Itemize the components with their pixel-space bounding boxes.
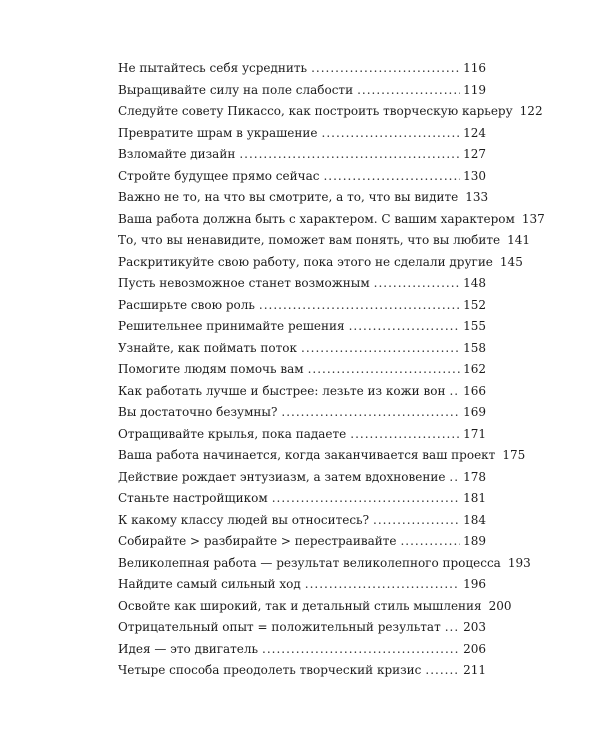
toc-entry xyxy=(118,295,486,317)
toc-entry xyxy=(118,445,526,467)
table-of-contents xyxy=(118,58,545,682)
toc-entry-title: Как работать лучше и быстрее: лезьте из кожи вон xyxy=(118,383,446,398)
toc-entry-page: 189 xyxy=(463,534,486,548)
toc-entry xyxy=(118,316,486,338)
toc-entry-title: Идея — это двигатель xyxy=(118,641,259,656)
toc-dot-leader xyxy=(305,574,460,596)
toc-entry-title: Раскритикуйте свою работу, пока этого не сделали другие xyxy=(118,254,493,269)
toc-entry-title: Вы достаточно безумны? xyxy=(118,405,278,419)
toc-entry xyxy=(118,402,486,424)
toc-entry xyxy=(118,338,486,360)
toc-dot-leader xyxy=(262,639,460,661)
toc-entry xyxy=(118,660,486,682)
toc-entry xyxy=(118,252,523,274)
toc-entry-title: Помогите людям помочь вам xyxy=(118,362,304,376)
toc-entry xyxy=(118,273,486,295)
toc-entry-page: 211 xyxy=(463,663,486,677)
toc-entry-page: 137 xyxy=(521,211,545,226)
toc-dot-leader xyxy=(400,531,460,553)
toc-entry-title: Четыре способа преодолеть творческий кризис xyxy=(118,663,422,677)
toc-entry xyxy=(118,209,545,231)
toc-entry-page: 152 xyxy=(463,297,486,312)
toc-entry xyxy=(118,488,486,510)
toc-entry-title: К какому классу людей вы относитесь? xyxy=(118,512,370,527)
toc-dot-leader xyxy=(301,338,460,360)
toc-entry-page: 122 xyxy=(519,104,543,118)
toc-entry-title: Стройте будущее прямо сейчас xyxy=(118,168,320,183)
toc-dot-leader xyxy=(323,166,460,188)
toc-entry-title: Важно не то, на что вы смотрите, а то, что вы видите xyxy=(118,190,459,204)
toc-entry-page: 200 xyxy=(488,598,512,613)
toc-entry-title: Отрицательный опыт = положительный результат xyxy=(118,620,441,634)
toc-entry xyxy=(118,359,486,381)
toc-entry-title: Действие рождает энтузиазм, а затем вдохновение xyxy=(118,469,446,484)
toc-entry-page: 171 xyxy=(463,426,486,441)
toc-entry xyxy=(118,553,531,575)
toc-entry-title: То, что вы ненавидите, поможет вам понять, что вы любите xyxy=(118,233,501,247)
toc-entry-page: 141 xyxy=(507,233,531,247)
toc-entry-title: Пусть невозможное станет возможным xyxy=(118,276,370,290)
toc-entry-page: 193 xyxy=(507,555,531,570)
toc-entry xyxy=(118,531,486,553)
toc-dot-leader xyxy=(272,488,460,510)
toc-entry xyxy=(118,80,486,102)
toc-dot-leader xyxy=(311,58,460,80)
toc-entry-page: 130 xyxy=(463,168,486,183)
toc-entry-title: Взломайте дизайн xyxy=(118,147,236,161)
toc-entry-title: Отращивайте крылья, пока падаете xyxy=(118,426,347,441)
toc-entry xyxy=(118,144,486,166)
toc-entry-page: 148 xyxy=(463,276,486,290)
toc-entry xyxy=(118,381,486,403)
toc-entry xyxy=(118,187,489,209)
toc-entry-title: Найдите самый сильный ход xyxy=(118,577,301,591)
toc-entry-page: 203 xyxy=(463,620,486,634)
toc-entry-page: 162 xyxy=(463,362,486,376)
toc-entry-page: 166 xyxy=(463,383,486,398)
toc-entry xyxy=(118,639,486,661)
toc-dot-leader xyxy=(239,144,460,166)
toc-entry-title: Собирайте > разбирайте > перестраивайте xyxy=(118,534,397,548)
toc-entry-page: 196 xyxy=(463,577,486,591)
toc-entry-title: Ваша работа начинается, когда заканчивается ваш проект xyxy=(118,448,496,462)
toc-entry-page: 206 xyxy=(463,641,486,656)
toc-entry-title: Узнайте, как поймать поток xyxy=(118,340,297,355)
toc-entry xyxy=(118,230,531,252)
toc-dot-leader xyxy=(374,273,460,295)
toc-dot-leader xyxy=(281,402,460,424)
toc-entry xyxy=(118,574,486,596)
toc-dot-leader xyxy=(322,123,461,145)
toc-entry-title: Следуйте совету Пикассо, как построить творческую карьеру xyxy=(118,104,513,118)
toc-entry-title: Не пытайтесь себя усреднить xyxy=(118,61,308,75)
toc-entry-page: 116 xyxy=(463,61,486,75)
toc-entry-page: 181 xyxy=(463,491,486,505)
toc-entry xyxy=(118,617,486,639)
toc-dot-leader xyxy=(449,381,460,403)
toc-entry xyxy=(118,596,512,618)
toc-dot-leader xyxy=(373,510,460,532)
toc-entry-page: 145 xyxy=(499,254,523,269)
toc-dot-leader xyxy=(357,80,460,102)
toc-entry-title: Освойте как широкий, так и детальный стиль мышления xyxy=(118,598,482,613)
toc-entry-title: Решительнее принимайте решения xyxy=(118,319,345,333)
toc-entry-page: 178 xyxy=(463,469,486,484)
toc-dot-leader xyxy=(259,295,460,317)
toc-entry xyxy=(118,424,486,446)
toc-dot-leader xyxy=(425,660,460,682)
toc-entry xyxy=(118,166,486,188)
toc-entry-title: Станьте настройщиком xyxy=(118,491,268,505)
toc-entry-page: 155 xyxy=(463,319,486,333)
toc-entry-page: 184 xyxy=(463,512,486,527)
toc-entry-title: Ваша работа должна быть с характером. С вашим характером xyxy=(118,211,515,226)
toc-dot-leader xyxy=(308,359,461,381)
toc-entry-title: Расширьте свою роль xyxy=(118,297,255,312)
toc-entry-page: 175 xyxy=(502,448,526,462)
toc-entry xyxy=(118,101,543,123)
toc-entry-page: 119 xyxy=(463,82,486,97)
toc-dot-leader xyxy=(449,467,460,489)
toc-entry-title: Превратите шрам в украшение xyxy=(118,125,318,140)
toc-entry xyxy=(118,58,486,80)
toc-entry xyxy=(118,467,486,489)
toc-dot-leader xyxy=(445,617,460,639)
toc-dot-leader xyxy=(349,316,461,338)
toc-entry-page: 169 xyxy=(463,405,486,419)
toc-entry xyxy=(118,123,486,145)
toc-entry-page: 133 xyxy=(465,190,489,204)
toc-entry-page: 124 xyxy=(463,125,486,140)
toc-entry-title: Великолепная работа — результат великолепного процесса xyxy=(118,555,501,570)
toc-entry-page: 127 xyxy=(463,147,486,161)
toc-dot-leader xyxy=(350,424,460,446)
toc-entry-page: 158 xyxy=(463,340,486,355)
toc-entry-title: Выращивайте силу на поле слабости xyxy=(118,82,354,97)
toc-entry xyxy=(118,510,486,532)
